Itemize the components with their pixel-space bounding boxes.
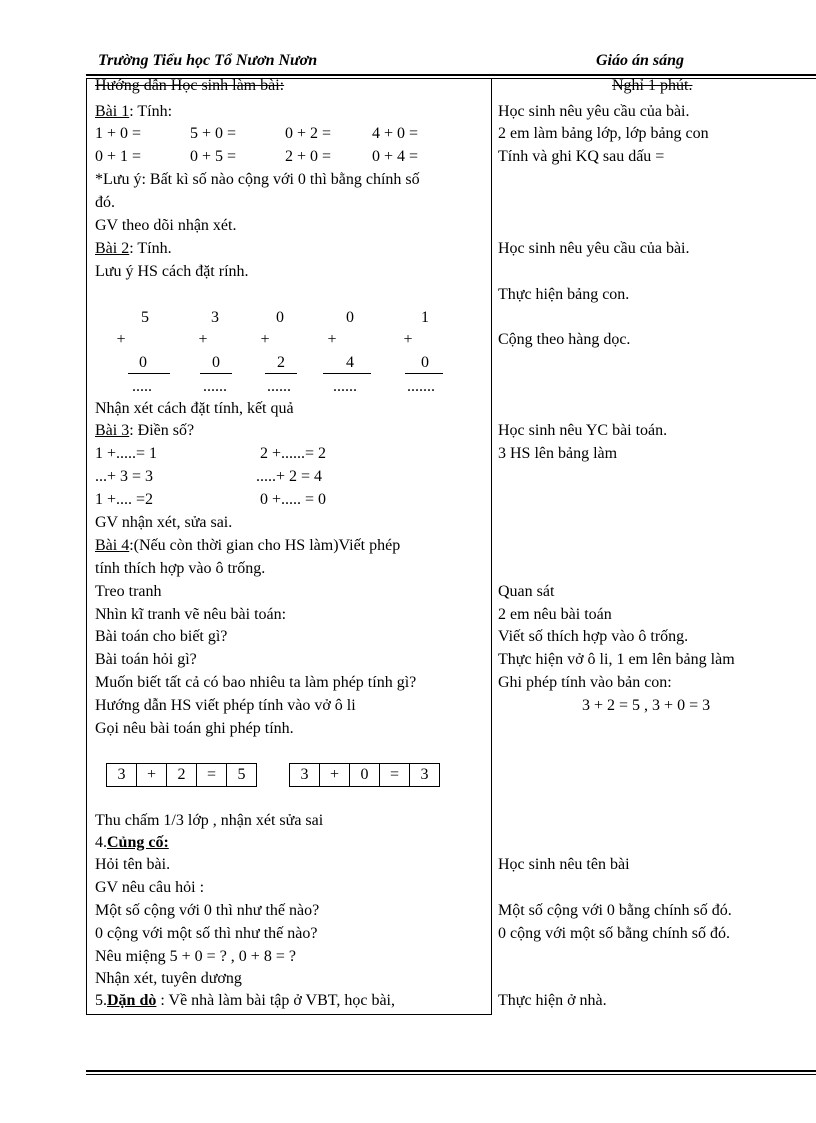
- right-line-12: Thực hiện vở ô li, 1 em lên bảng làm: [498, 651, 735, 668]
- bai1-label: Bài 1: [95, 103, 130, 120]
- col5-underline: [405, 373, 443, 374]
- col1-dots: .....: [132, 378, 152, 395]
- section-5-number: 5.: [95, 992, 107, 1009]
- col5-dots: .......: [407, 378, 435, 395]
- b3-r1-c2: 2 +......= 2: [260, 445, 327, 462]
- box2-cell: 3: [290, 764, 320, 786]
- col1-bottom: 0: [139, 354, 147, 371]
- col5-plus: +: [403, 331, 413, 348]
- footer-rule-thin: [86, 1074, 816, 1075]
- section-5-title: Dặn dò: [107, 992, 157, 1009]
- hoi-ten-bai: Hỏi tên bài.: [95, 856, 171, 873]
- muon-biet: Muốn biết tất cả có bao nhiêu ta làm phép tính gì?: [95, 674, 417, 691]
- right-line-5: Thực hiện bảng con.: [498, 286, 630, 303]
- gv-sua-sai: GV nhận xét, sửa sai.: [95, 514, 233, 531]
- thu-cham: Thu chấm 1/3 lớp , nhận xét sửa sai: [95, 812, 324, 829]
- col2-bottom: 0: [212, 354, 220, 371]
- col2-top: 3: [211, 309, 219, 326]
- section-5-heading: [95, 991, 395, 1011]
- section-4-number: 4.: [95, 834, 107, 851]
- goi-neu: Gọi nêu bài toán ghi phép tính.: [95, 720, 294, 737]
- box1-cell: +: [137, 764, 167, 786]
- b1-r2-c3: 2 + 0 =: [285, 148, 332, 165]
- bai3-heading: [95, 421, 194, 441]
- bai4-label: Bài 4: [95, 537, 130, 554]
- right-line-17: 0 cộng với một số bằng chính số đó.: [498, 925, 730, 942]
- box1-cell: 5: [237, 766, 246, 783]
- table-bottom-border: [86, 1014, 492, 1015]
- col1-plus: +: [116, 331, 126, 348]
- table-left-border: [86, 78, 87, 1015]
- right-line-2: 2 em làm bảng lớp, lớp bảng con: [498, 125, 709, 142]
- b3-r1-c1: 1 +.....= 1: [95, 445, 158, 462]
- equation-box-2: [289, 763, 440, 787]
- right-line-16: Một số cộng với 0 bằng chính số đó.: [498, 902, 732, 919]
- bai3-text: : Điền số?: [129, 422, 195, 439]
- box2-cell: 3: [420, 766, 429, 783]
- col4-dots: ......: [333, 378, 357, 395]
- col2-plus: +: [198, 331, 208, 348]
- note-line-2: đó.: [95, 194, 115, 211]
- right-line-8: 3 HS lên bảng làm: [498, 445, 618, 462]
- bai2-heading: [95, 239, 172, 259]
- col2-dots: ......: [203, 378, 227, 395]
- bai1-text: : Tính:: [129, 103, 173, 120]
- cho-biet-gi: Bài toán cho biết gì?: [95, 628, 228, 645]
- right-line-9: Quan sát: [498, 583, 555, 600]
- col1-underline: [128, 373, 170, 374]
- b1-r1-c1: 1 + 0 =: [95, 125, 142, 142]
- right-rest-break: Nghỉ 1 phút.: [612, 77, 693, 94]
- header-title: Giáo án sáng: [596, 52, 685, 69]
- b1-r1-c2: 5 + 0 =: [190, 125, 237, 142]
- col4-top: 0: [346, 309, 354, 326]
- section-5-text: : Về nhà làm bài tập ở VBT, học bài,: [156, 992, 395, 1009]
- bai2-text: : Tính.: [129, 240, 172, 257]
- right-line-18: Thực hiện ở nhà.: [498, 992, 607, 1009]
- col4-underline: [323, 373, 371, 374]
- b1-r1-c3: 0 + 2 =: [285, 125, 332, 142]
- section-4-title: Củng cố:: [107, 834, 169, 851]
- huong-dan-vo: Hướng dẫn HS viết phép tính vào vở ô li: [95, 697, 356, 714]
- gv-follow: GV theo dõi nhận xét.: [95, 217, 237, 234]
- right-line-14: 3 + 2 = 5 , 3 + 0 = 3: [582, 697, 711, 714]
- col3-underline: [265, 373, 297, 374]
- col5-bottom: 0: [421, 354, 429, 371]
- right-line-6: Cộng theo hàng dọc.: [498, 331, 631, 348]
- right-line-4: Học sinh nêu yêu cầu của bài.: [498, 240, 690, 257]
- bai1-heading: [95, 102, 172, 122]
- box1-cell: =: [197, 764, 227, 786]
- right-line-3: Tính và ghi KQ sau dấu =: [498, 148, 665, 165]
- b1-r2-c4: 0 + 4 =: [372, 148, 419, 165]
- col2-underline: [200, 373, 232, 374]
- right-line-7: Học sinh nêu YC bài toán.: [498, 422, 668, 439]
- luu-y-dat-tinh: Lưu ý HS cách đặt rính.: [95, 263, 249, 280]
- col3-bottom: 2: [277, 354, 285, 371]
- bai4-text: :(Nếu còn thời gian cho HS làm)Viết phép: [129, 537, 401, 554]
- section-4-heading: [95, 833, 169, 853]
- col4-plus: +: [327, 331, 337, 348]
- header-school: Trường Tiểu học Tổ Nươn Nươn: [98, 52, 318, 69]
- nhin-ki-tranh: Nhìn kĩ tranh vẽ nêu bài toán:: [95, 606, 287, 623]
- footer-rule: [86, 1070, 816, 1072]
- box2-cell: 0: [350, 764, 380, 786]
- bai2-label: Bài 2: [95, 240, 130, 257]
- tuyen-duong: Nhận xét, tuyên dương: [95, 970, 242, 987]
- nhan-xet-dat-tinh: Nhận xét cách đặt tính, kết quả: [95, 400, 294, 417]
- box2-cell: +: [320, 764, 350, 786]
- treo-tranh: Treo tranh: [95, 583, 162, 600]
- hoi-gi: Bài toán hỏi gì?: [95, 651, 197, 668]
- question-1: Một số cộng với 0 thì như thế nào?: [95, 902, 320, 919]
- b3-r2-c1: ...+ 3 = 3: [95, 468, 154, 485]
- equation-box-1: [106, 763, 257, 787]
- b1-r2-c1: 0 + 1 =: [95, 148, 142, 165]
- box2-cell: =: [380, 764, 410, 786]
- col4-bottom: 4: [346, 354, 354, 371]
- col3-dots: ......: [267, 378, 291, 395]
- b3-r3-c1: 1 +.... =2: [95, 491, 154, 508]
- bai3-label: Bài 3: [95, 422, 130, 439]
- col3-top: 0: [276, 309, 284, 326]
- question-3: Nêu miệng 5 + 0 = ? , 0 + 8 = ?: [95, 948, 296, 965]
- gv-neu-cau-hoi: GV nêu câu hỏi :: [95, 879, 205, 896]
- right-line-13: Ghi phép tính vào bản con:: [498, 674, 672, 691]
- right-line-15: Học sinh nêu tên bài: [498, 856, 630, 873]
- table-column-divider: [491, 78, 492, 1015]
- box1-cell: 2: [167, 764, 197, 786]
- right-line-1: Học sinh nêu yêu cầu của bài.: [498, 103, 690, 120]
- col5-top: 1: [421, 309, 429, 326]
- bai4-line-2: tính thích hợp vào ô trống.: [95, 560, 266, 577]
- right-line-10: 2 em nêu bài toán: [498, 606, 612, 623]
- question-2: 0 cộng với một số thì như thế nào?: [95, 925, 318, 942]
- col3-plus: +: [260, 331, 270, 348]
- note-line-1: *Lưu ý: Bất kì số nào cộng với 0 thì bằng chính số: [95, 171, 420, 188]
- b3-r3-c2: 0 +..... = 0: [260, 491, 327, 508]
- b1-r1-c4: 4 + 0 =: [372, 125, 419, 142]
- b3-r2-c2: .....+ 2 = 4: [256, 468, 323, 485]
- box1-cell: 3: [107, 764, 137, 786]
- b1-r2-c2: 0 + 5 =: [190, 148, 237, 165]
- col1-top: 5: [141, 309, 149, 326]
- right-line-11: Viết số thích hợp vào ô trống.: [498, 628, 689, 645]
- left-line-instructions: Hướng dẫn Học sinh làm bài:: [95, 77, 285, 94]
- bai4-heading: [95, 536, 400, 556]
